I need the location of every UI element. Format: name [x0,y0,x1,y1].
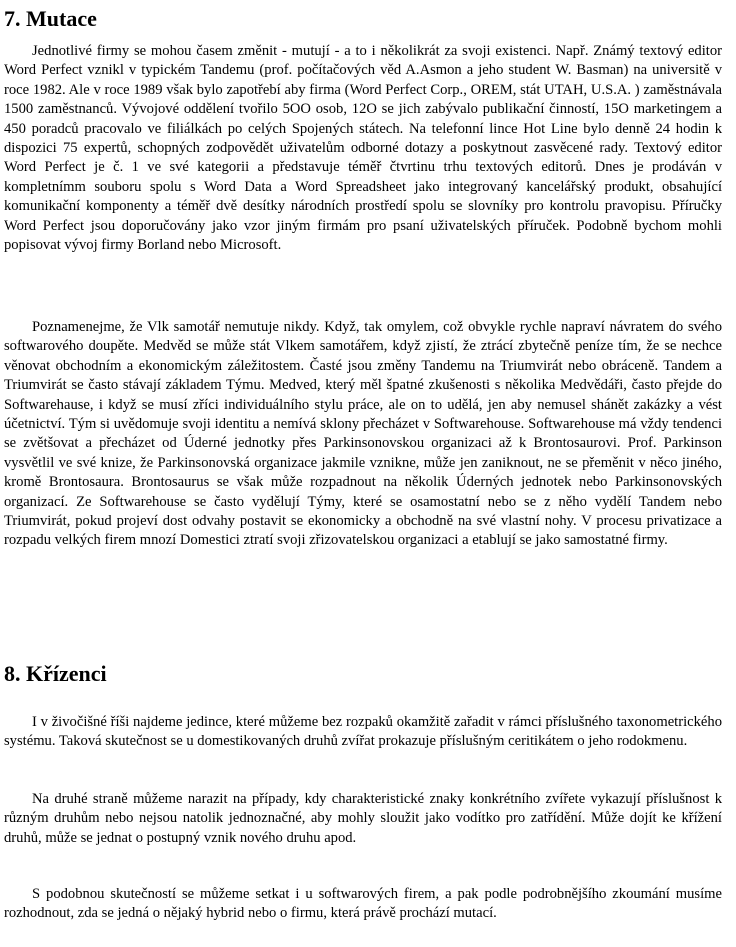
paragraph: Na druhé straně můžeme narazit na případy, kdy charakteristické znaky konkrétního zvířete vykazují příslušnost k různým druhům nebo nejsou natolik jednoznačné, aby mohly sloužit jako vodítko pro zatřídění. Může dojít ke křížení druhů, může se jednat o postupný vznik nového druhu apod. [4,791,722,846]
section-heading-mutace: 7. Mutace [4,6,97,31]
paragraph: Poznamenejme, že Vlk samotář nemutuje nikdy. Když, tak omylem, což obvykle rychle napraví návratem do svého softwarového doupěte. Medvěd se může stát Vlkem samotářem, když zjistí, že ztrácí zbytečně peníze tím, že se nechce věnovat obchodním a ekonomickým záležitostem. Časté jsou změny Tandemu na Triumvirát nebo obráceně. Tandem a Triumvirát se často stávají základem Týmu. Medved, který měl špatné zkušenosti s několika Medvědáři, často přejde do Softwarehause, i když se musí zříci individuálního stylu práce, ale on to udělá, jen aby nemusel shánět zakázky a vést účetnictví. Tým si uvědomuje svoji identitu a nemívá sklony přecházet v Softwarehouse. Softwarehouse má vždy tendenci se zvětšovat a přecházet od Úderné jednotky přes Parkinsonovskou organizaci až k Brontosaurovi. Prof. Parkinson vysvětlil ve své knize, že Parkinsonovská organizace jakmile vznikne, může jen zaniknout, ne se přeměnit v něco jiného, kromě Brontosaura. Brontosaurus se však může rozpadnout na několik Úderných jednotek nebo Parkinsonovských organizací. Ze Softwarehouse se často vydělují Týmy, které se osamostatní nebo se z něho vydělí Tandem nebo Triumvirát, pokud projeví dost odvahy postavit se ekonomicky a obchodně na své vlastní nohy. V procesu privatizace a rozpadu velkých firem mnozí Domestici ztratí svoji zřizovatelskou organizaci a etablují se jako samostatné firmy. [4,319,722,549]
paragraph: I v živočišné říši najdeme jedince, které můžeme bez rozpaků okamžitě zařadit v rámci příslušného taxonometrického systému. Taková skutečnost se u domestikovaných druhů zvířat prokazuje příslušným ceritikátem o jeho rodokmenu. [4,714,722,750]
section-heading-krizenci: 8. Křízenci [4,661,107,686]
paragraph: Jednotlivé firmy se mohou časem změnit - mutují - a to i několikrát za svoji existenci. Např. Známý textový editor Word Perfect vznikl v typickém Tandemu (prof. počítačových věd A.Asmon a jeho student W. Basman) na universitě v roce 1982. Ale v roce 1989 však bylo zapotřebí aby firma (Word Perfect Corp., OREM, stát UTAH, U.S.A. ) zaměstnávala 1500 zaměstnanců. Vývojové oddělení tvořilo 5OO osob, 12O se jich zabývalo publikační činností, 15O marketingem a 450 poradců pracovalo ve filiálkách po celých Spojených státech. Na telefonní lince Hot Line bylo denně 24 hodin k dispozici 75 expertů, schopných zodpovědět uživatelům odborné dotazy a poskytnout zasvěcené rady. Textový editor Word Perfect je č. 1 ve své kategorii a představuje téměř čtvrtinu trhu textových editorů. Dnes je prodáván v kompletnímm souboru spolu s Word Data a Word Spreadsheet jako integrovaný kancelářský produkt, obsahující komunikační komponenty a téměř dvě desítky národních prostředí spolu se slovníky pro kontrolu pravopisu. Příručky Word Perfect jsou doporučovány jako vzor jiným firmám pro psaní uživatelských příruček. Podobně bychom mohli popisovat vývoj firmy Borland nebo Microsoft. [4,43,722,254]
paragraph: S podobnou skutečností se můžeme setkat i u softwarových firem, a pak podle podrobnějšího zkoumání musíme rozhodnout, zda se jedná o nějaký hybrid nebo o firmu, která právě prochází mutací. [4,886,722,922]
